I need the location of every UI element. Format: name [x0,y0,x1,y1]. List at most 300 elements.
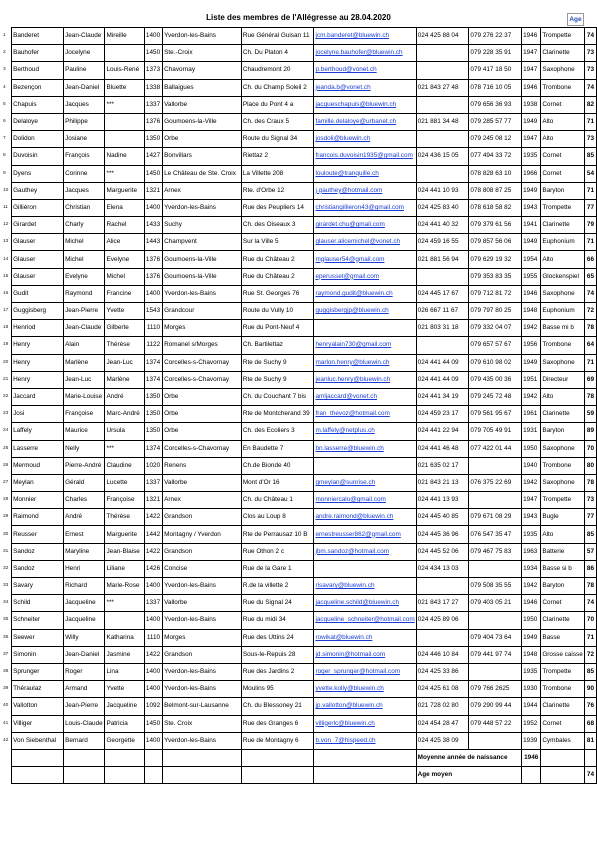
instrument-cell: Alto [541,131,585,148]
age-cell: 71 [584,629,596,646]
age-cell: 76 [584,698,596,715]
first-name-cell: Jocelyne [64,45,105,62]
city-cell: Arnex [163,492,242,509]
instrument-cell: Trombone [541,79,585,96]
last-name-cell: Mermoud [12,457,64,474]
email-cell[interactable]: fran_thevoz@hotmail.com [314,406,416,423]
instrument-cell: Clarinette [541,406,585,423]
postal-code-cell: 1400 [144,285,162,302]
mobile-cell [469,663,522,680]
email-cell[interactable]: gmeylan@sunrise.ch [314,474,416,491]
mobile-cell [469,560,522,577]
instrument-cell: Bugle [541,509,585,526]
postal-code-cell: 1374 [144,440,162,457]
phone-cell: 024 425 33 86 [416,663,469,680]
mobile-cell: 078 808 87 25 [469,182,522,199]
address-cell: Rue des Peupliers 14 [241,199,314,216]
mobile-cell: 079 610 98 02 [469,354,522,371]
phone-cell [416,62,469,79]
partner-name-cell: Patricia [105,715,144,732]
address-cell: Mont d'Or 16 [241,474,314,491]
table-row [1,715,597,732]
last-name-cell: Gauthey [12,182,64,199]
email-cell[interactable]: jeanda.b@vonet.ch [314,79,416,96]
row-number: 7 [3,136,6,142]
email-cell[interactable]: mglauser54@gmail.com [314,251,416,268]
average-birth-year-label: Moyenne année de naissance [416,749,521,766]
city-cell: Morges [163,320,242,337]
address-cell: Ch. Bartilettaz [241,337,314,354]
email-cell[interactable]: roger_sprunger@hotmail.com [314,663,416,680]
city-cell: Yverdon-les-Bains [163,681,242,698]
birth-year-cell: 1943 [522,199,541,216]
empty-cell [163,749,242,766]
email-cell[interactable]: jacqueline_schneiter@hotmail.com [314,612,416,629]
first-name-cell: Marie-Louise [64,388,105,405]
phone-cell: 024 441 44 09 [416,371,469,388]
first-name-cell: Marlène [64,354,105,371]
first-name-cell: Jacqueline [64,612,105,629]
birth-year-cell: 1941 [522,217,541,234]
email-cell[interactable]: jeanluc.henry@bluewin.ch [314,371,416,388]
partner-name-cell: *** [105,440,144,457]
birth-year-cell: 1949 [522,234,541,251]
first-name-cell: Raymond [64,285,105,302]
mobile-cell: 077 494 33 72 [469,148,522,165]
postal-code-cell: 1374 [144,371,162,388]
email-cell[interactable]: risavary@bluewin.ch [314,578,416,595]
phone-cell: 024 425 89 06 [416,612,469,629]
email-cell[interactable]: famille.delaloye@urbanet.ch [314,113,416,130]
email-cell[interactable]: yvette.kolly@bluewin.ch [314,681,416,698]
first-name-cell: Philippe [64,113,105,130]
address-cell: Rte de Suchy 9 [241,354,314,371]
email-cell[interactable]: girardet.chu@gmail.com [314,217,416,234]
postal-code-cell: 1400 [144,681,162,698]
first-name-cell: Michel [64,234,105,251]
birth-year-cell: 1961 [522,406,541,423]
partner-name-cell: Marlène [105,371,144,388]
empty-cell [584,749,596,766]
phone-cell: 024 436 15 05 [416,148,469,165]
email-cell[interactable]: josdoli@bluewin.ch [314,131,416,148]
table-row [1,62,597,79]
address-cell: Rte de Montcherand 39 [241,406,314,423]
postal-code-cell: 1422 [144,543,162,560]
postal-code-cell: 1422 [144,646,162,663]
mobile-cell: 079 228 35 91 [469,45,522,62]
email-cell[interactable]: glauser.alicemichel@vonet.ch [314,234,416,251]
phone-cell: 024 425 83 40 [416,199,469,216]
row-number: 40 [3,703,9,709]
email-cell[interactable]: villigerlc@bluewin.ch [314,715,416,732]
instrument-cell: Clarinette [541,612,585,629]
birth-year-cell: 1946 [522,285,541,302]
table-row [1,663,597,680]
instrument-cell: Directeur [541,371,585,388]
address-cell: Route du Vully 10 [241,303,314,320]
row-number: 30 [3,531,9,537]
address-cell: Rte. d'Orbe 12 [241,182,314,199]
average-age-label: Age moyen [416,767,521,784]
birth-year-cell: 1955 [522,268,541,285]
row-number: 26 [3,462,9,468]
email-cell[interactable]: guggisbergjp@bluewin.ch [314,303,416,320]
empty-cell [1,767,12,784]
row-number: 13 [3,239,9,245]
phone-cell: 024 425 88 04 [416,28,469,45]
instrument-cell: Cornet [541,715,585,732]
table-row [1,217,597,234]
birth-year-cell: 1942 [522,388,541,405]
mobile-cell [469,612,522,629]
instrument-cell: Basse mi b [541,320,585,337]
table-row [1,148,597,165]
city-cell: Yverdon-les-Bains [163,285,242,302]
table-row [1,303,597,320]
postal-code-cell: 1400 [144,578,162,595]
email-cell[interactable]: p.berthoud@vonet.ch [314,62,416,79]
row-number: 4 [3,84,6,90]
address-cell: Rue St. Georges 76 [241,285,314,302]
mobile-cell: 079 404 73 64 [469,629,522,646]
mobile-cell: 079 379 61 56 [469,217,522,234]
mobile-cell: 079 657 57 67 [469,337,522,354]
first-name-cell: Armand [64,681,105,698]
partner-name-cell: Liliane [105,560,144,577]
age-cell: 82 [584,96,596,113]
last-name-cell: Schneiter [12,612,64,629]
postal-code-cell: 1337 [144,595,162,612]
row-number: 37 [3,651,9,657]
email-cell[interactable]: ernestreusser862@gmail.com [314,526,416,543]
city-cell: Yverdon-les-Bains [163,28,242,45]
last-name-cell: Monnier [12,492,64,509]
empty-cell [241,767,314,784]
first-name-cell: Willy [64,629,105,646]
age-cell: 54 [584,165,596,182]
birth-year-cell: 1947 [522,45,541,62]
partner-name-cell: Jasmine [105,646,144,663]
phone-cell: 024 441 40 32 [416,217,469,234]
partner-name-cell: Bluette [105,79,144,96]
address-cell: Rte de Perrausaz 10 B [241,526,314,543]
phone-cell: 021 843 21 13 [416,474,469,491]
last-name-cell: Girardet [12,217,64,234]
email-cell[interactable]: bn.lasserre@bluewin.ch [314,440,416,457]
birth-year-cell: 1935 [522,526,541,543]
table-row [1,595,597,612]
postal-code-cell: 1350 [144,423,162,440]
address-cell: Rue du Signal 24 [241,595,314,612]
email-cell[interactable]: raymond.gudit@bluewin.ch [314,285,416,302]
address-cell: R.de la villette 2 [241,578,314,595]
birth-year-cell: 1935 [522,663,541,680]
mobile-cell: 076 547 35 47 [469,526,522,543]
row-number: 35 [3,617,9,623]
empty-cell [541,749,585,766]
row-number: 6 [3,119,6,125]
age-cell: 85 [584,663,596,680]
partner-name-cell: Francine [105,285,144,302]
row-number: 31 [3,548,9,554]
phone-cell: 024 445 40 85 [416,509,469,526]
postal-code-cell: 1337 [144,96,162,113]
email-cell[interactable]: henryalain730@gmail.com [314,337,416,354]
email-cell[interactable]: monniercalo@gmail.com [314,492,416,509]
last-name-cell: Berthoud [12,62,64,79]
mobile-cell: 077 422 01 44 [469,440,522,457]
table-row [1,165,597,182]
last-name-cell: Henriod [12,320,64,337]
last-name-cell: Henry [12,371,64,388]
table-row [1,526,597,543]
city-cell: Ste. Croix [163,715,242,732]
instrument-cell: Basse [541,629,585,646]
birth-year-cell: 1950 [522,440,541,457]
email-cell[interactable]: jbm.sandoz@hotmail.com [314,543,416,560]
first-name-cell: Jean-Luc [64,371,105,388]
mobile-cell [469,457,522,474]
table-row [1,96,597,113]
city-cell: Concise [163,560,242,577]
mobile-cell: 079 705 49 91 [469,423,522,440]
birth-year-cell: 1930 [522,681,541,698]
birth-year-cell: 1942 [522,320,541,337]
empty-cell [144,749,162,766]
mobile-cell: 079 508 35 55 [469,578,522,595]
city-cell: Goumoens-la-Ville [163,268,242,285]
city-cell: Belmont-sur-Lausanne [163,698,242,715]
first-name-cell: Jean-Pierre [64,698,105,715]
age-cell: 78 [584,474,596,491]
empty-cell [105,749,144,766]
birth-year-cell: 1946 [522,28,541,45]
last-name-cell: Meylan [12,474,64,491]
table-row [1,79,597,96]
table-row [1,131,597,148]
first-name-cell: Charly [64,217,105,234]
address-cell: Moulins 95 [241,681,314,698]
age-cell: 85 [584,148,596,165]
address-cell: Ch. des Oiseaux 3 [241,217,314,234]
mobile-cell: 078 618 58 82 [469,199,522,216]
partner-name-cell [105,131,144,148]
address-cell: La Villette 208 [241,165,314,182]
birth-year-cell: 1947 [522,492,541,509]
birth-year-cell: 1938 [522,96,541,113]
phone-cell [416,45,469,62]
first-name-cell: Charles [64,492,105,509]
birth-year-cell: 1931 [522,423,541,440]
last-name-cell: Sandoz [12,543,64,560]
last-name-cell: Schild [12,595,64,612]
age-cell: 71 [584,113,596,130]
city-cell: Grandson [163,509,242,526]
address-cell: Ch. du Couchant 7 bis [241,388,314,405]
city-cell: Grandcour [163,303,242,320]
mobile-cell: 079 417 18 50 [469,62,522,79]
birth-year-cell: 1950 [522,612,541,629]
birth-year-cell: 1952 [522,715,541,732]
instrument-cell: Saxophone [541,354,585,371]
table-row [1,492,597,509]
email-cell[interactable]: eperusset@gmail.com [314,268,416,285]
table-row [1,251,597,268]
phone-cell: 024 434 13 03 [416,560,469,577]
postal-code-cell: 1110 [144,320,162,337]
city-cell: Orbe [163,406,242,423]
row-number: 33 [3,583,9,589]
city-cell: Orbe [163,423,242,440]
email-cell[interactable]: jd.simonin@hotmail.com [314,646,416,663]
phone-cell: 024 441 46 48 [416,440,469,457]
email-cell[interactable]: jocelyne.bauhofer@bluewin.ch [314,45,416,62]
phone-cell [416,131,469,148]
birth-year-cell: 1949 [522,354,541,371]
row-number: 42 [3,737,9,743]
mobile-cell: 079 766 2625 [469,681,522,698]
city-cell: Le Château de Ste. Croix [163,165,242,182]
age-cell: 57 [584,543,596,560]
partner-name-cell: Katharina [105,629,144,646]
phone-cell: 024 445 36 96 [416,526,469,543]
phone-cell [416,337,469,354]
city-cell: Chavornay [163,62,242,79]
address-cell: Ch. du Champ Soleil 2 [241,79,314,96]
age-column-header: Age [567,13,584,26]
mobile-cell: 079 403 05 21 [469,595,522,612]
last-name-cell: Bauhofer [12,45,64,62]
partner-name-cell: Marguerite [105,526,144,543]
empty-cell [314,767,416,784]
city-cell: Goumoens-la-Ville [163,251,242,268]
row-number: 34 [3,600,9,606]
city-cell: Ste.-Croix [163,45,242,62]
first-name-cell: Josiane [64,131,105,148]
mobile-cell: 078 828 63 10 [469,165,522,182]
postal-code-cell: 1321 [144,492,162,509]
birth-year-cell: 1947 [522,131,541,148]
email-cell[interactable]: j.gauthey@hotmail.com [314,182,416,199]
email-cell[interactable]: amljaccard@vonet.ch [314,388,416,405]
first-name-cell: Jacques [64,96,105,113]
last-name-cell: Henry [12,337,64,354]
table-row [1,182,597,199]
partner-name-cell: Michel [105,268,144,285]
table-row [1,199,597,216]
address-cell: Clos au Loup 8 [241,509,314,526]
first-name-cell: Louis-Claude [64,715,105,732]
age-cell: 72 [584,646,596,663]
phone-cell: 021 881 34 48 [416,113,469,130]
instrument-cell: Baryton [541,578,585,595]
first-name-cell: André [64,509,105,526]
age-cell: 86 [584,560,596,577]
last-name-cell: Von Siebenthal [12,732,64,749]
average-age-value: 74 [584,767,596,784]
row-number: 12 [3,222,9,228]
city-cell: Corcelles-s-Chavornay [163,440,242,457]
partner-name-cell: Yvette [105,681,144,698]
last-name-cell: Sandoz [12,560,64,577]
email-cell[interactable]: b.von_7@hispeed.ch [314,732,416,749]
empty-cell [522,767,541,784]
phone-cell: 024 425 61 08 [416,681,469,698]
email-cell[interactable]: jacqueschapuis@bluewin.ch [314,96,416,113]
row-number: 32 [3,565,9,571]
row-number: 18 [3,325,9,331]
last-name-cell: Gilliéron [12,199,64,216]
email-cell [314,560,416,577]
partner-name-cell: Ursula [105,423,144,440]
instrument-cell: Saxophone [541,440,585,457]
table-row [1,371,597,388]
postal-code-cell: 1122 [144,337,162,354]
age-cell: 74 [584,595,596,612]
phone-cell: 024 441 10 93 [416,182,469,199]
summary-row [1,749,597,766]
birth-year-cell: 1954 [522,251,541,268]
birth-year-cell: 1966 [522,165,541,182]
row-number: 10 [3,187,9,193]
email-cell[interactable]: jacqueline.schild@bluewin.ch [314,595,416,612]
birth-year-cell: 1949 [522,629,541,646]
table-row [1,388,597,405]
postal-code-cell: 1442 [144,526,162,543]
empty-cell [163,767,242,784]
email-cell[interactable]: andre.raimond@bluewin.ch [314,509,416,526]
instrument-cell: Cornet [541,165,585,182]
address-cell: Rue du Château 2 [241,268,314,285]
email-cell[interactable]: rowikat@bluewin.ch [314,629,416,646]
email-cell[interactable]: francois.duvoisin1935@gmail.com [314,148,416,165]
table-row [1,337,597,354]
empty-cell [105,767,144,784]
age-cell: 65 [584,268,596,285]
email-cell[interactable]: m.laffely@netplus.ch [314,423,416,440]
mobile-cell: 079 857 56 06 [469,234,522,251]
instrument-cell: Trombone [541,457,585,474]
last-name-cell: Villiger [12,715,64,732]
email-cell[interactable]: christiangillieron43@gmail.com [314,199,416,216]
address-cell: Sous-le-Repuis 28 [241,646,314,663]
partner-name-cell: Jean-Luc [105,354,144,371]
birth-year-cell: 1946 [522,79,541,96]
email-cell[interactable]: jcm.banderet@bluewin.ch [314,28,416,45]
partner-name-cell: Jean-Blaise [105,543,144,560]
postal-code-cell: 1400 [144,28,162,45]
table-row [1,543,597,560]
partner-name-cell: *** [105,595,144,612]
postal-code-cell: 1427 [144,148,162,165]
members-table [1,27,597,784]
email-cell[interactable]: louloute@tranquille.ch [314,165,416,182]
first-name-cell: Jean-Claude [64,28,105,45]
email-cell [314,457,416,474]
last-name-cell: Raimond [12,509,64,526]
email-cell[interactable]: marlon.henry@bluewin.ch [314,354,416,371]
partner-name-cell: Nadine [105,148,144,165]
age-cell: 68 [584,715,596,732]
first-name-cell: Michel [64,251,105,268]
phone-cell: 024 441 13 93 [416,492,469,509]
postal-code-cell: 1400 [144,199,162,216]
email-cell[interactable]: jp.vallotton@bluewin.ch [314,698,416,715]
address-cell: Rue de la Gare 1 [241,560,314,577]
first-name-cell: Jacqueline [64,595,105,612]
mobile-cell: 079 276 22 37 [469,28,522,45]
